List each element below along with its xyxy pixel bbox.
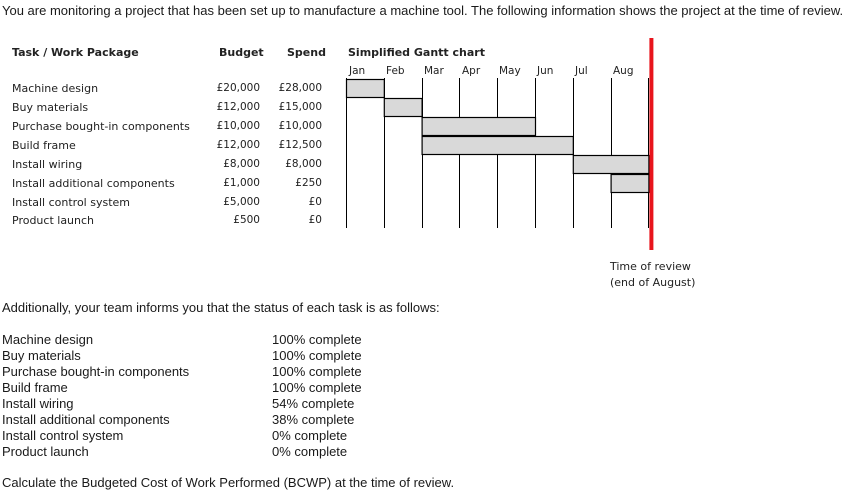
review-note-line1: Time of review	[610, 260, 691, 273]
header-task: Task / Work Package	[12, 46, 139, 59]
status-task: Purchase bought-in components	[2, 364, 190, 379]
task-spend: £15,000	[278, 101, 322, 113]
task-name: Build frame	[12, 139, 76, 152]
gantt-bar	[422, 118, 535, 136]
header-budget: Budget	[219, 46, 264, 59]
task-budget: £10,000	[216, 120, 260, 132]
status-task: Machine design	[2, 332, 94, 347]
task-name: Purchase bought-in components	[12, 120, 190, 133]
task-spend: £0	[308, 196, 322, 208]
status-task: Install additional components	[2, 412, 170, 427]
task-name: Product launch	[12, 214, 95, 227]
status-task: Build frame	[2, 380, 68, 395]
task-spend: £12,500	[278, 139, 322, 151]
task-budget: £20,000	[216, 82, 260, 94]
status-value: 100% complete	[272, 380, 362, 395]
status-value: 38% complete	[272, 412, 355, 427]
question-text: Calculate the Budgeted Cost of Work Performed (BCWP) at the time of review.	[2, 475, 455, 490]
status-value: 0% complete	[272, 428, 348, 443]
task-name: Install wiring	[12, 158, 83, 171]
month-label: Apr	[462, 65, 481, 77]
task-name: Machine design	[12, 82, 99, 95]
task-name: Install control system	[12, 196, 131, 209]
status-task: Install wiring	[2, 396, 74, 411]
task-spend: £8,000	[285, 158, 322, 170]
task-budget: £8,000	[223, 158, 260, 170]
status-value: 0% complete	[272, 444, 348, 459]
header-gantt: Simplified Gantt chart	[348, 46, 485, 59]
status-task: Install control system	[2, 428, 124, 443]
review-note	[610, 259, 695, 291]
task-name: Buy materials	[12, 101, 89, 114]
status-value: 100% complete	[272, 364, 362, 379]
task-spend: £0	[308, 214, 322, 226]
month-label: May	[499, 65, 521, 77]
status-task: Product launch	[2, 444, 89, 459]
task-budget: £5,000	[223, 196, 260, 208]
status-value: 100% complete	[272, 332, 362, 347]
task-budget: £12,000	[216, 101, 260, 113]
task-spend: £10,000	[278, 120, 322, 132]
month-label: Aug	[613, 65, 634, 77]
month-label: Jul	[575, 65, 588, 77]
status-value: 54% complete	[272, 396, 355, 411]
task-spend: £250	[295, 177, 322, 189]
intro-text: You are monitoring a project that has been set up to manufacture a machine tool. The following information shows the project at the time of review.	[2, 3, 844, 18]
review-note-line2: (end of August)	[610, 276, 696, 289]
task-spend: £28,000	[278, 82, 322, 94]
month-label: Feb	[386, 65, 405, 77]
gantt-bar	[611, 175, 649, 193]
gantt-bar	[347, 80, 385, 98]
additional-text: Additionally, your team informs you that the status of each task is as follows:	[2, 300, 440, 315]
task-budget: £1,000	[223, 177, 260, 189]
task-budget: £500	[233, 214, 260, 226]
gantt-bar	[573, 156, 649, 174]
header-spend: Spend	[287, 46, 326, 59]
gantt-bar	[384, 99, 422, 117]
status-task: Buy materials	[2, 348, 81, 363]
month-label: Jun	[537, 65, 554, 77]
month-label: Mar	[424, 65, 444, 77]
task-name: Install additional components	[12, 177, 175, 190]
status-value: 100% complete	[272, 348, 362, 363]
task-budget: £12,000	[216, 139, 260, 151]
month-label: Jan	[349, 65, 366, 77]
gantt-bar	[422, 137, 573, 155]
